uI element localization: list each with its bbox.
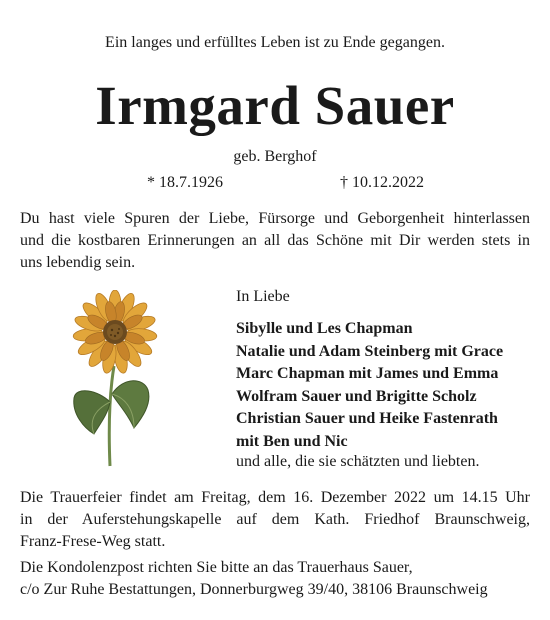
list-item: Sibylle und Les Chapman	[236, 320, 413, 337]
signature-intro: In Liebe	[236, 288, 290, 305]
condolence-line: Die Kondolenzpost richten Sie bitte an das Trauerhaus Sauer,	[20, 559, 413, 576]
condolence-paragraph	[20, 557, 530, 601]
funeral-line: Die Trauerfeier findet am Freitag, dem 16. Dezember 2022 um 14.15 Uhr	[20, 489, 530, 506]
funeral-line: in der Auferstehungskapelle auf dem Kath. Friedhof Braunschweig,	[20, 511, 530, 528]
deceased-name: Irmgard Sauer	[95, 75, 455, 136]
birth-date: * 18.7.1926	[147, 174, 223, 191]
sunflower-icon	[70, 290, 160, 470]
intro-text: Ein langes und erfülltes Leben ist zu Ende gegangen.	[105, 34, 445, 51]
funeral-line: Franz-Frese-Weg statt.	[20, 533, 166, 550]
funeral-paragraph	[20, 487, 530, 553]
tribute-line: uns lebendig sein.	[20, 254, 136, 271]
list-item: Marc Chapman mit James und Emma	[236, 365, 499, 382]
death-date: † 10.12.2022	[340, 174, 424, 191]
tribute-line: Du hast viele Spuren der Liebe, Fürsorge und Geborgenheit hinterlassen	[20, 210, 530, 227]
list-item: Wolfram Sauer und Brigitte Scholz	[236, 387, 477, 405]
tribute-paragraph	[20, 208, 530, 274]
list-item: mit Ben und Nic	[236, 432, 348, 450]
signature-closing: und alle, die sie schätzten und liebten.	[236, 453, 480, 470]
list-item: Christian Sauer und Heike Fastenrath	[236, 410, 498, 427]
mourners-list	[236, 318, 503, 453]
list-item: Natalie und Adam Steinberg mit Grace	[236, 342, 504, 360]
maiden-name: geb. Berghof	[233, 148, 317, 165]
condolence-line: c/o Zur Ruhe Bestattungen, Donnerburgweg 39/40, 38106 Braunschweig	[20, 581, 488, 598]
tribute-line: und die kostbaren Erinnerungen an all das Schöne mit Dir werden stets in	[20, 232, 530, 249]
